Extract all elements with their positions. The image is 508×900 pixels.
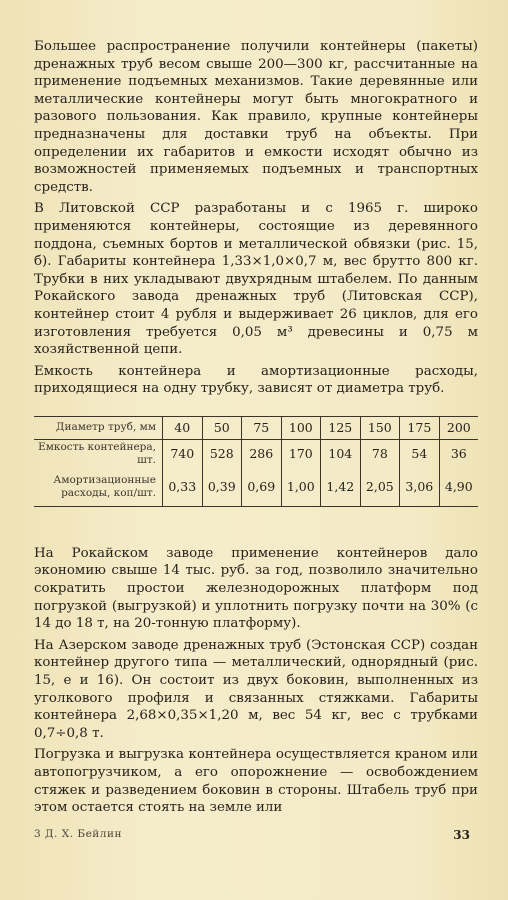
row-label: Амортизационные расходы, коп/шт. (34, 468, 163, 507)
table-cell: 200 (439, 416, 478, 439)
table-cell: 0,69 (242, 468, 282, 507)
table-cell: 78 (360, 439, 400, 468)
table-cell: 2,05 (360, 468, 400, 507)
table-cell: 54 (400, 439, 440, 468)
paragraph-2: В Литовской ССР разработаны и с 1965 г. широко применяются контейнеры, состоящие из деревянного поддона, съемных бортов и металлической обвязки (рис. 15, б). Габариты контейнера 1,33×1,0×0,7 м, вес брутто 800 кг. Трубки в них укладывают двухрядным штабелем. По данным Рокайского завода дренажных труб (Литовская ССР), контейнер стоит 4 рубля и выдерживает 26 циклов, для его изготовления требуется 0,05 м³ древесины и 0,75 м хозяйственной цепи. (34, 201, 478, 358)
table-cell: 1,42 (321, 468, 361, 507)
table-cell: 0,33 (163, 468, 203, 507)
printer-signature: 3 Д. Х. Бейлин (34, 828, 122, 840)
paragraph-5: На Азерском заводе дренажных труб (Эстонская ССР) создан контейнер другого типа — металлический, однорядный (рис. 15, е и 16). Он состоит из двух боковин, выполненных из уголкового профиля и связанных стяжками. Габариты контейнера 2,68×0,35×1,20 м, вес 54 кг, вес с трубками 0,7÷0,8 т. (34, 637, 478, 741)
paragraph-6: Погрузка и выгрузка контейнера осуществляется краном или автопогрузчиком, а его опорожнение — освобождением стяжек и разведением боковин в стороны. Штабель труб при этом остается стоять на земле или (34, 747, 478, 816)
table-cell: 175 (400, 416, 440, 439)
table-cell: 150 (360, 416, 400, 439)
table-cell: 4,90 (439, 468, 478, 507)
table-cell: 528 (202, 439, 242, 468)
table-cell: 1,00 (281, 468, 321, 507)
table-row-diameter (34, 416, 478, 439)
page-footer (34, 828, 470, 842)
table-cell: 0,39 (202, 468, 242, 507)
paragraph-3: Емкость контейнера и амортизационные расходы, приходящиеся на одну трубку, зависят от диаметра труб. (34, 363, 478, 397)
container-cost-table (34, 416, 478, 507)
page-number: 33 (453, 828, 470, 842)
table-row-capacity (34, 439, 478, 468)
paragraph-4: На Рокайском заводе применение контейнеров дало экономию свыше 14 тыс. руб. за год, позволило значительно сократить простои железнодорожных платформ под погрузкой (выгрузкой) и уплотнить погрузку почти на 30% (с 14 до 18 т, на 20-тонную платформу). (34, 545, 478, 632)
table-cell: 170 (281, 439, 321, 468)
paragraph-1: Большее распространение получили контейнеры (пакеты) дренажных труб весом свыше 200—300 кг, рассчитанные на применение подъемных механизмов. Такие деревянные или металлические контейнеры могут быть многократного и разового пользования. Как правило, крупные контейнеры предназначены для доставки труб на объекты. При определении их габаритов и емкости исходят обычно из возможностей применяемых подъемных и транспортных средств. (34, 39, 478, 195)
row-label: Емкость контейнера, шт. (38, 440, 156, 466)
table-cell: 104 (321, 439, 361, 468)
table-cell: 125 (321, 416, 361, 439)
table-cell: 286 (242, 439, 282, 468)
table-cell: 50 (202, 416, 242, 439)
table-cell: 75 (242, 416, 282, 439)
table-cell: 100 (281, 416, 321, 439)
table-cell: 36 (439, 439, 478, 468)
table-cell: 3,06 (400, 468, 440, 507)
table-row-depreciation (34, 468, 478, 507)
table-cell: 40 (163, 416, 203, 439)
row-label: Диаметр труб, мм (34, 416, 163, 439)
table-cell: 740 (163, 439, 203, 468)
